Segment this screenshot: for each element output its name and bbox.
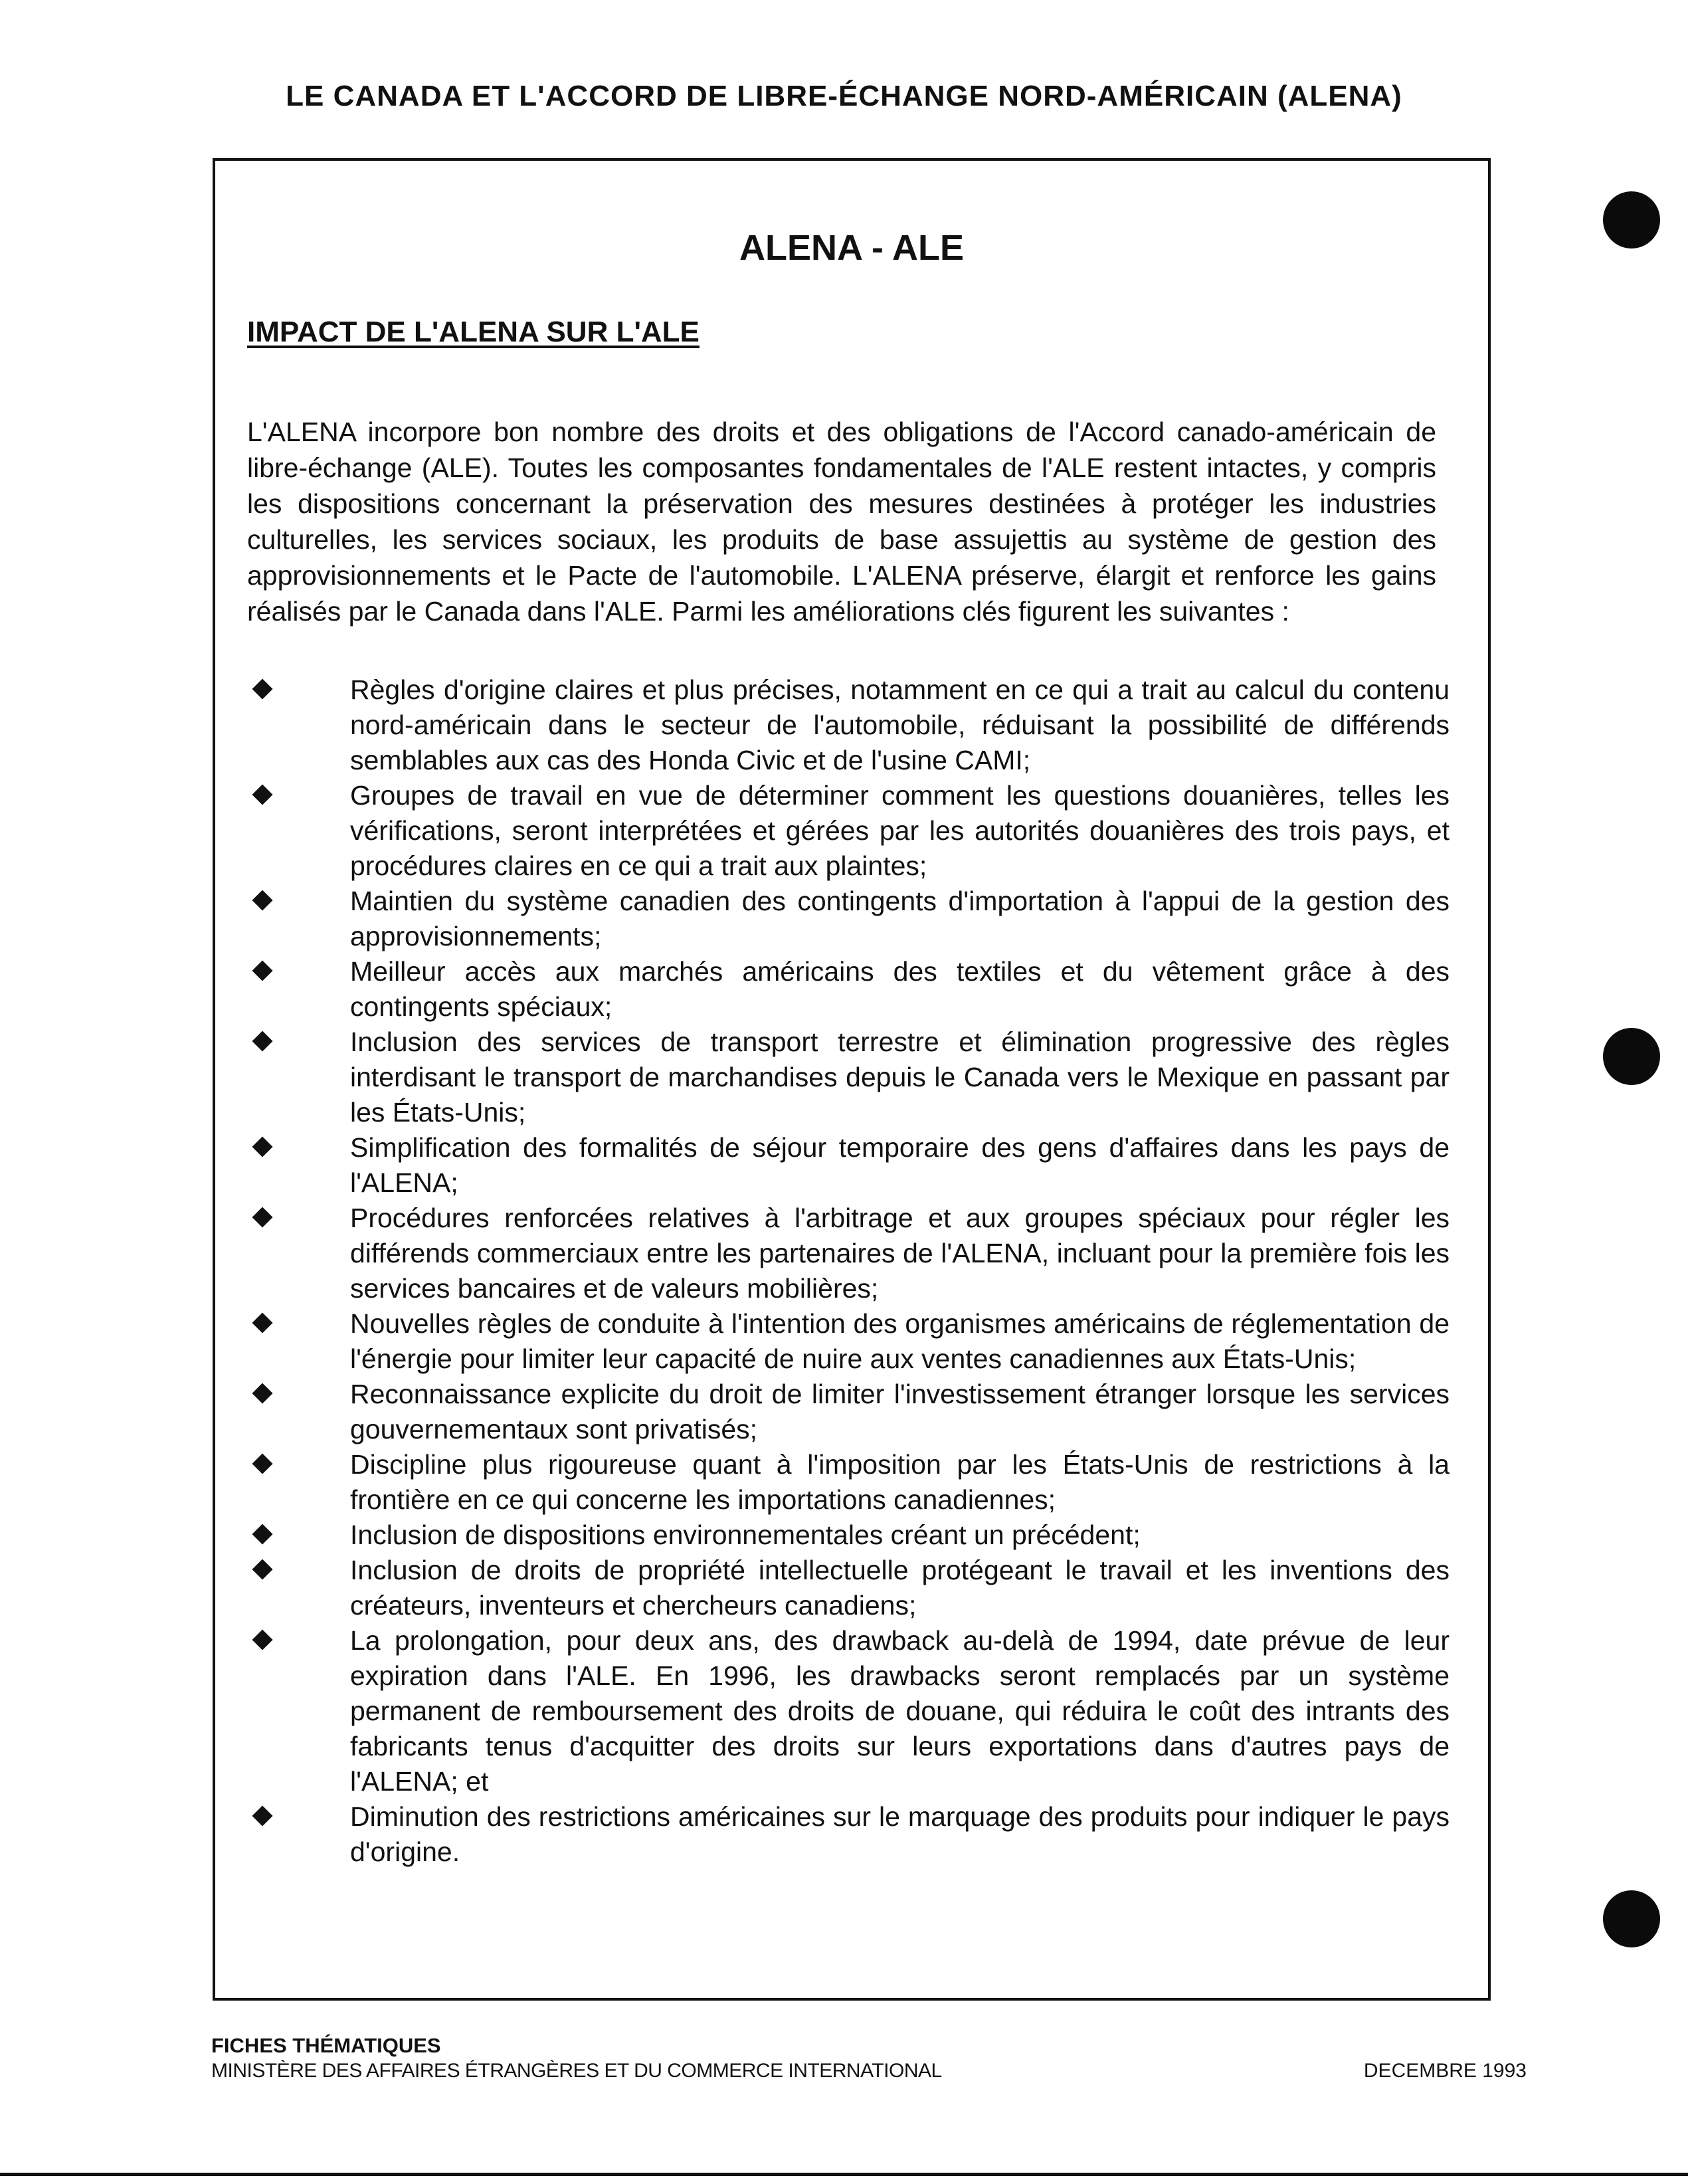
list-item <box>247 1623 1450 1799</box>
section-heading: IMPACT DE L'ALENA SUR L'ALE <box>247 316 700 348</box>
footer-ministry: MINISTÈRE DES AFFAIRES ÉTRANGÈRES ET DU COMMERCE INTERNATIONAL <box>211 2060 942 2082</box>
list-item <box>247 672 1450 778</box>
list-item-text: Groupes de travail en vue de déterminer comment les questions douanières, telles les vérifications, seront interprétées et gérées par les autorités douanières des trois pays, et procédures claires en ce qui a trait aux plaintes; <box>350 780 1450 881</box>
list-item-text: Inclusion des services de transport terrestre et élimination progressive des règles interdisant le transport de marchandises depuis le Canada vers le Mexique en passant par les États-Unis; <box>350 1027 1450 1128</box>
list-item <box>247 954 1450 1025</box>
diamond-bullet-icon <box>252 1031 272 1051</box>
list-item <box>247 884 1450 954</box>
list-item <box>247 1799 1450 1870</box>
list-item <box>247 1518 1450 1553</box>
list-item-text: Discipline plus rigoureuse quant à l'imposition par les États-Unis de restrictions à la frontière en ce qui concerne les importations canadiennes; <box>350 1449 1450 1515</box>
list-item-text: Inclusion de dispositions environnementales créant un précédent; <box>350 1520 1141 1550</box>
diamond-bullet-icon <box>252 1524 272 1544</box>
punch-hole-bottom <box>1603 1890 1660 1947</box>
list-item <box>247 1130 1450 1201</box>
list-item-text: Règles d'origine claires et plus précises, notamment en ce qui a trait au calcul du contenu nord-américain dans le secteur de l'automobile, réduisant la possibilité de différends semblables aux cas des Honda Civic et de l'usine CAMI; <box>350 674 1450 775</box>
list-item-text: Simplification des formalités de séjour temporaire des gens d'affaires dans les pays de l'ALENA; <box>350 1132 1450 1198</box>
list-item-text: La prolongation, pour deux ans, des drawback au-delà de 1994, date prévue de leur expiration dans l'ALE. En 1996, les drawbacks seront remplacés par un système permanent de remboursement des droits de douane, qui réduira le coût des intrants des fabricants tenus d'acquitter des droits sur leurs exportations dans d'autres pays de l'ALENA; et <box>350 1625 1450 1797</box>
list-item-text: Meilleur accès aux marchés américains des textiles et du vêtement grâce à des contingents spéciaux; <box>350 956 1450 1022</box>
footer-date: DECEMBRE 1993 <box>1363 2060 1527 2082</box>
diamond-bullet-icon <box>252 678 272 699</box>
diamond-bullet-icon <box>252 784 272 805</box>
punch-hole-middle <box>1603 1028 1660 1085</box>
list-item <box>247 1306 1450 1377</box>
diamond-bullet-icon <box>252 1136 272 1157</box>
list-item-text: Reconnaissance explicite du droit de limiter l'investissement étranger lorsque les services gouvernementaux sont privatisés; <box>350 1379 1450 1444</box>
improvements-list <box>247 672 1450 1870</box>
intro-paragraph: L'ALENA incorpore bon nombre des droits et des obligations de l'Accord canado-américain de libre-échange (ALE). Toutes les composantes fondamentales de l'ALE restent intactes, y compris les dispositions concernant la préservation des mesures destinées à protéger les industries culturelles, les services sociaux, les produits de base assujettis au système de gestion des approvisionnements et le Pacte de l'automobile. L'ALENA préserve, élargit et renforce les gains réalisés par le Canada dans l'ALE. Parmi les améliorations clés figurent les suivantes : <box>247 417 1436 627</box>
diamond-bullet-icon <box>252 1383 272 1403</box>
diamond-bullet-icon <box>252 1629 272 1650</box>
diamond-bullet-icon <box>252 890 272 910</box>
punch-hole-top <box>1603 191 1660 248</box>
diamond-bullet-icon <box>252 1453 272 1474</box>
diamond-bullet-icon <box>252 960 272 981</box>
list-item-text: Nouvelles règles de conduite à l'intention des organismes américains de réglementation de l'énergie pour limiter leur capacité de nuire aux ventes canadiennes aux États-Unis; <box>350 1308 1450 1374</box>
box-title: ALENA - ALE <box>739 228 964 268</box>
list-item-text: Procédures renforcées relatives à l'arbitrage et aux groupes spéciaux pour régler les différends commerciaux entre les partenaires de l'ALENA, incluant pour la première fois les services bancaires et de valeurs mobilières; <box>350 1203 1450 1304</box>
list-item-text: Inclusion de droits de propriété intellectuelle protégeant le travail et les inventions des créateurs, inventeurs et chercheurs canadiens; <box>350 1555 1450 1621</box>
list-item <box>247 778 1450 884</box>
list-item <box>247 1553 1450 1623</box>
diamond-bullet-icon <box>252 1559 272 1579</box>
list-item <box>247 1377 1450 1447</box>
bottom-rule <box>0 2173 1688 2176</box>
list-item-text: Diminution des restrictions américaines sur le marquage des produits pour indiquer le pays d'origine. <box>350 1801 1450 1867</box>
diamond-bullet-icon <box>252 1805 272 1826</box>
list-item-text: Maintien du système canadien des contingents d'importation à l'appui de la gestion des approvisionnements; <box>350 886 1450 951</box>
page-header-title: LE CANADA ET L'ACCORD DE LIBRE-ÉCHANGE NORD-AMÉRICAIN (ALENA) <box>286 80 1402 112</box>
content-box <box>213 158 1491 2001</box>
list-item <box>247 1447 1450 1518</box>
diamond-bullet-icon <box>252 1207 272 1227</box>
footer <box>211 2033 942 2084</box>
footer-series: FICHES THÉMATIQUES <box>211 2034 441 2057</box>
diamond-bullet-icon <box>252 1312 272 1333</box>
list-item <box>247 1025 1450 1130</box>
list-item <box>247 1201 1450 1306</box>
